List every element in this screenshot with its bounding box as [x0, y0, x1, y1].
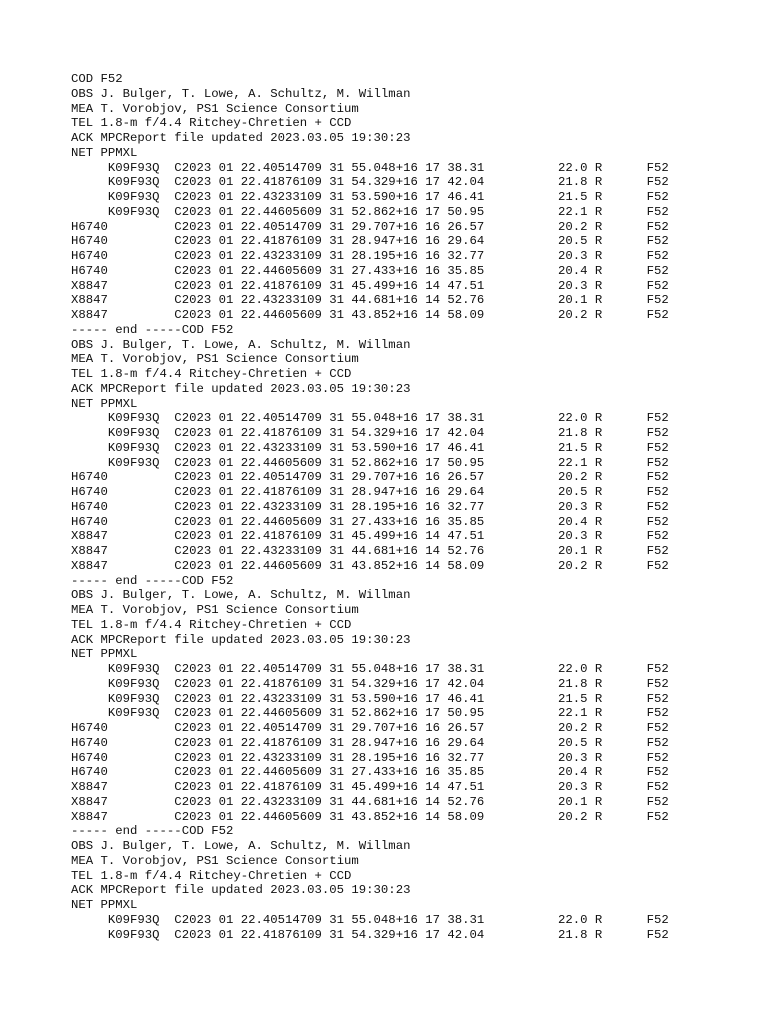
report-line: X8847 C2023 01 22.44605609 31 43.852+16 14 58.09 20.2 R F52	[71, 809, 669, 824]
report-line: H6740 C2023 01 22.44605609 31 27.433+16 16 35.85 20.4 R F52	[71, 263, 669, 278]
report-line: ACK MPCReport file updated 2023.03.05 19:30:23	[71, 883, 411, 898]
report-line: H6740 C2023 01 22.41876109 31 28.947+16 16 29.64 20.5 R F52	[71, 234, 669, 249]
report-line: K09F93Q C2023 01 22.40514709 31 55.048+16 17 38.31 22.0 R F52	[71, 411, 669, 426]
report-line: OBS J. Bulger, T. Lowe, A. Schultz, M. Willman	[71, 337, 411, 352]
report-line: H6740 C2023 01 22.41876109 31 28.947+16 16 29.64 20.5 R F52	[71, 485, 669, 499]
report-line: K09F93Q C2023 01 22.43233109 31 53.590+16 17 46.41 21.5 R F52	[71, 691, 669, 706]
report-line: H6740 C2023 01 22.40514709 31 29.707+16 16 26.57 20.2 R F52	[71, 721, 669, 735]
report-line: X8847 C2023 01 22.44605609 31 43.852+16 14 58.09 20.2 R F52	[71, 558, 669, 573]
report-line: COD F52	[71, 72, 123, 86]
report-line: OBS J. Bulger, T. Lowe, A. Schultz, M. Willman	[71, 588, 411, 603]
report-line: H6740 C2023 01 22.43233109 31 28.195+16 16 32.77 20.3 R F52	[71, 750, 669, 765]
report-line: OBS J. Bulger, T. Lowe, A. Schultz, M. Willman	[71, 839, 411, 853]
report-line: K09F93Q C2023 01 22.41876109 31 54.329+16 17 42.04 21.8 R F52	[71, 175, 669, 190]
report-line: H6740 C2023 01 22.44605609 31 27.433+16 16 35.85 20.4 R F52	[71, 765, 669, 780]
report-line: X8847 C2023 01 22.43233109 31 44.681+16 14 52.76 20.1 R F52	[71, 794, 669, 809]
report-line: ACK MPCReport file updated 2023.03.05 19:30:23	[71, 131, 411, 145]
report-line: TEL 1.8-m f/4.4 Ritchey-Chretien + CCD	[71, 116, 352, 131]
report-line: K09F93Q C2023 01 22.44605609 31 52.862+16 17 50.95 22.1 R F52	[71, 706, 669, 721]
report-line: ACK MPCReport file updated 2023.03.05 19:30:23	[71, 381, 411, 396]
report-line: ----- end -----COD F52	[71, 824, 234, 839]
report-line: NET PPMXL	[71, 396, 138, 411]
report-line: ----- end -----COD F52	[71, 322, 234, 337]
report-line: K09F93Q C2023 01 22.40514709 31 55.048+16 17 38.31 22.0 R F52	[71, 662, 669, 676]
report-line: K09F93Q C2023 01 22.40514709 31 55.048+16 17 38.31 22.0 R F52	[71, 160, 669, 175]
report-line: NET PPMXL	[71, 898, 138, 912]
report-line: X8847 C2023 01 22.43233109 31 44.681+16 14 52.76 20.1 R F52	[71, 544, 669, 558]
report-line: X8847 C2023 01 22.43233109 31 44.681+16 14 52.76 20.1 R F52	[71, 293, 669, 308]
report-line: H6740 C2023 01 22.40514709 31 29.707+16 16 26.57 20.2 R F52	[71, 219, 669, 234]
report-line: H6740 C2023 01 22.44605609 31 27.433+16 16 35.85 20.4 R F52	[71, 514, 669, 529]
report-line: K09F93Q C2023 01 22.41876109 31 54.329+16 17 42.04 21.8 R F52	[71, 927, 669, 942]
report-line: K09F93Q C2023 01 22.44605609 31 52.862+16 17 50.95 22.1 R F52	[71, 204, 669, 219]
report-line: TEL 1.8-m f/4.4 Ritchey-Chretien + CCD	[71, 617, 352, 632]
report-line: X8847 C2023 01 22.44605609 31 43.852+16 14 58.09 20.2 R F52	[71, 308, 669, 322]
report-line: X8847 C2023 01 22.41876109 31 45.499+16 14 47.51 20.3 R F52	[71, 780, 669, 794]
report-line: K09F93Q C2023 01 22.40514709 31 55.048+16 17 38.31 22.0 R F52	[71, 912, 669, 927]
report-line: H6740 C2023 01 22.43233109 31 28.195+16 16 32.77 20.3 R F52	[71, 249, 669, 263]
report-line: H6740 C2023 01 22.41876109 31 28.947+16 16 29.64 20.5 R F52	[71, 735, 669, 750]
report-line: TEL 1.8-m f/4.4 Ritchey-Chretien + CCD	[71, 367, 352, 381]
report-line: K09F93Q C2023 01 22.43233109 31 53.590+16 17 46.41 21.5 R F52	[71, 190, 669, 204]
report-line: MEA T. Vorobjov, PS1 Science Consortium	[71, 352, 359, 367]
report-line: ACK MPCReport file updated 2023.03.05 19:30:23	[71, 632, 411, 647]
report-line: X8847 C2023 01 22.41876109 31 45.499+16 14 47.51 20.3 R F52	[71, 529, 669, 544]
report-line: K09F93Q C2023 01 22.44605609 31 52.862+16 17 50.95 22.1 R F52	[71, 455, 669, 470]
report-line: ----- end -----COD F52	[71, 573, 234, 588]
report-line: NET PPMXL	[71, 647, 138, 662]
report-line: MEA T. Vorobjov, PS1 Science Consortium	[71, 101, 359, 116]
report-line: K09F93Q C2023 01 22.41876109 31 54.329+16 17 42.04 21.8 R F52	[71, 426, 669, 440]
report-line: MEA T. Vorobjov, PS1 Science Consortium	[71, 853, 359, 868]
report-line: OBS J. Bulger, T. Lowe, A. Schultz, M. Willman	[71, 86, 411, 101]
report-line: K09F93Q C2023 01 22.41876109 31 54.329+16 17 42.04 21.8 R F52	[71, 676, 669, 691]
report-line: H6740 C2023 01 22.43233109 31 28.195+16 16 32.77 20.3 R F52	[71, 499, 669, 514]
report-line: TEL 1.8-m f/4.4 Ritchey-Chretien + CCD	[71, 868, 352, 883]
report-line: H6740 C2023 01 22.40514709 31 29.707+16 16 26.57 20.2 R F52	[71, 470, 669, 485]
report-line: X8847 C2023 01 22.41876109 31 45.499+16 14 47.51 20.3 R F52	[71, 278, 669, 293]
report-line: MEA T. Vorobjov, PS1 Science Consortium	[71, 603, 359, 617]
report-line: NET PPMXL	[71, 145, 138, 160]
report-line: K09F93Q C2023 01 22.43233109 31 53.590+16 17 46.41 21.5 R F52	[71, 440, 669, 455]
mpc-report-text	[71, 72, 669, 942]
